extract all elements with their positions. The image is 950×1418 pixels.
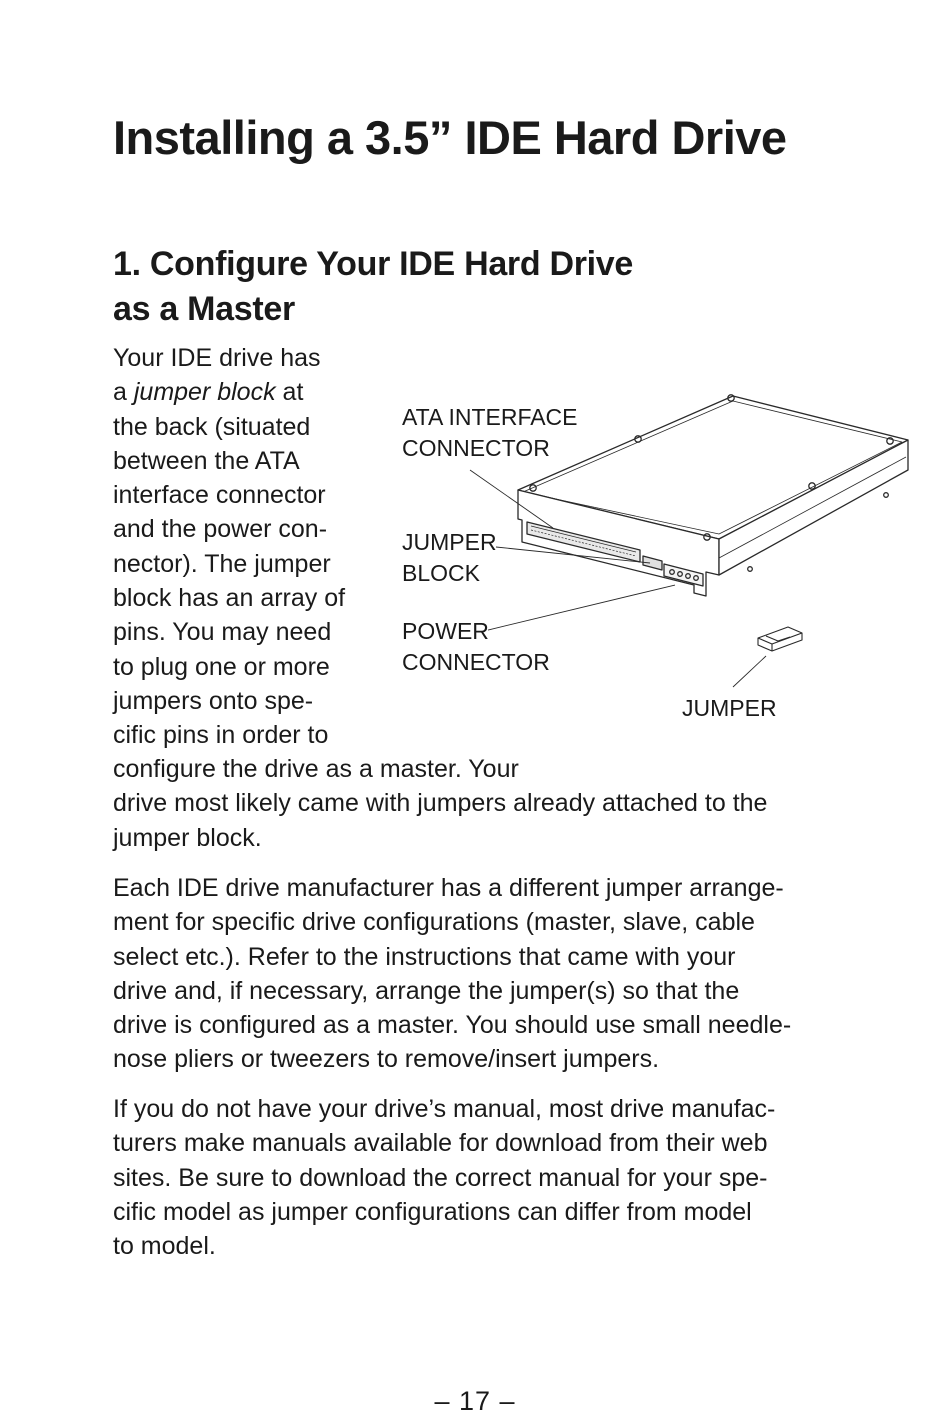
paragraph-manual-download — [113, 1092, 853, 1263]
text-line: between the ATA — [113, 446, 300, 475]
text-line: select etc.). Refer to the instructions that came with your — [113, 942, 736, 971]
section-heading — [113, 242, 633, 332]
text-fragment: at — [275, 378, 304, 407]
text-line: sites. Be sure to download the correct manual for your spe- — [113, 1163, 768, 1192]
callout-power-connector — [402, 616, 550, 678]
page-number: – 17 – — [434, 1386, 516, 1416]
text-line: and the power con- — [113, 515, 328, 544]
text-line: jumper block. — [113, 823, 262, 852]
jumper-part — [758, 627, 802, 651]
text-line: block has an array of — [113, 584, 346, 613]
text-line: drive most likely came with jumpers already attached to the — [113, 789, 768, 818]
text-line: drive and, if necessary, arrange the jumper(s) so that the — [113, 976, 740, 1005]
paragraph-jumper-arrangement — [113, 871, 853, 1077]
page-title: Installing a 3.5” IDE Hard Drive — [113, 111, 787, 164]
text-line: cific pins in order to — [113, 721, 329, 750]
text-line: cific model as jumper configurations can differ from model — [113, 1197, 752, 1226]
callout-line: POWER — [402, 618, 489, 644]
callout-line: CONNECTOR — [402, 649, 550, 675]
text-line: jumpers onto spe- — [113, 686, 314, 715]
section-heading-line: as a Master — [113, 290, 295, 328]
paragraph-intro-wide — [113, 752, 853, 855]
text-line: configure the drive as a master. Your — [113, 755, 519, 783]
text-line: Your IDE drive has — [113, 344, 321, 372]
text-line: ment for specific drive configurations (master, slave, cable — [113, 908, 755, 937]
text-line: Each IDE drive manufacturer has a different jumper arrange- — [113, 874, 784, 902]
text-line: If you do not have your drive’s manual, most drive manufac- — [113, 1095, 776, 1123]
section-heading-line: 1. Configure Your IDE Hard Drive — [113, 245, 634, 283]
text-line: nose pliers or tweezers to remove/insert jumpers. — [113, 1045, 660, 1074]
text-line — [113, 375, 433, 409]
callout-jumper-block — [402, 527, 497, 589]
callout-line: CONNECTOR — [402, 435, 550, 461]
paragraph-intro-narrow — [113, 341, 433, 753]
callout-ata-interface-connector — [402, 402, 578, 464]
text-line: to plug one or more — [113, 652, 330, 681]
text-line: to model. — [113, 1232, 216, 1261]
jumper-block-term: jumper block — [133, 378, 276, 407]
callout-line: JUMPER — [682, 695, 777, 721]
callout-line: BLOCK — [402, 560, 480, 586]
callout-line: JUMPER — [402, 529, 497, 555]
text-line: nector). The jumper — [113, 549, 331, 578]
text-line: drive is configured as a master. You should use small needle- — [113, 1011, 792, 1040]
callout-line: ATA INTERFACE — [402, 404, 578, 430]
text-line: interface connector — [113, 481, 326, 510]
leader-jumper — [733, 656, 766, 687]
text-fragment: a — [113, 378, 134, 407]
text-line: pins. You may need — [113, 618, 332, 647]
text-line: the back (situated — [113, 412, 311, 441]
callout-jumper — [682, 693, 777, 724]
text-line: turers make manuals available for download from their web — [113, 1129, 768, 1158]
